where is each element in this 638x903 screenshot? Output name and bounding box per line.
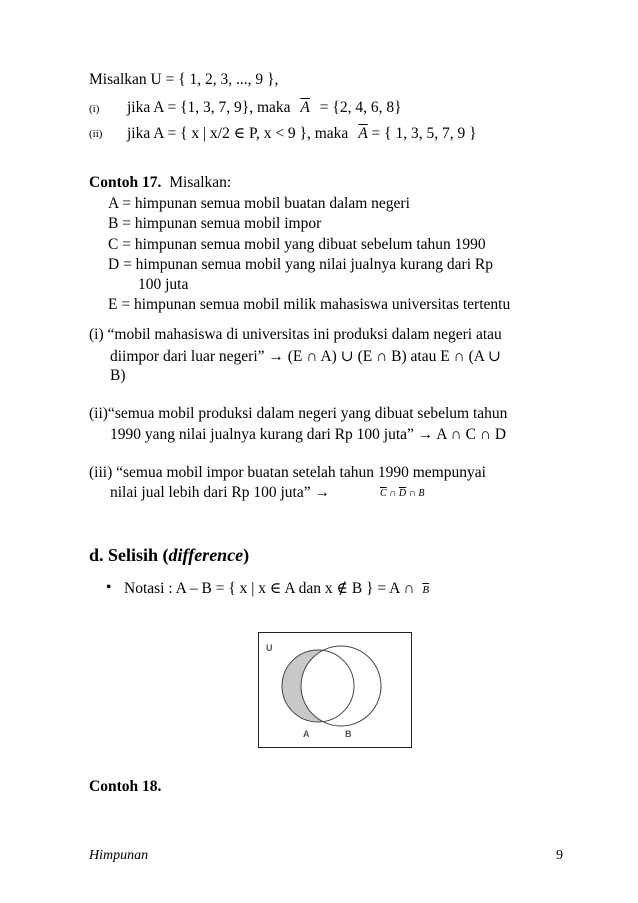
page-number: 9 bbox=[556, 848, 563, 863]
contoh-17-intro: Misalkan: bbox=[169, 174, 232, 191]
contoh-17-line bbox=[89, 174, 231, 192]
question-line: (ii)“semua mobil produksi dalam negeri yang dibuat sebelum tahun bbox=[89, 405, 508, 422]
universe-label: U bbox=[266, 643, 273, 653]
intersection-symbol: ∩ bbox=[389, 488, 397, 499]
complement-var: $\overline{A}$ bbox=[300, 99, 310, 116]
item-text: = {2, 4, 6, 8} bbox=[319, 99, 402, 116]
footer-title: Himpunan bbox=[89, 848, 149, 863]
venn-diagram bbox=[258, 632, 412, 748]
intro-item-2 bbox=[127, 124, 477, 143]
complement-var: $\overline{A}$ bbox=[358, 125, 368, 142]
contoh-18-heading: Contoh 18. bbox=[89, 778, 162, 795]
heading-emphasis: difference bbox=[168, 545, 244, 565]
intro-item-1 bbox=[127, 99, 402, 117]
set-a-label: A bbox=[303, 729, 310, 739]
definition-line: 100 juta bbox=[138, 276, 189, 293]
question-line: (i) “mobil mahasiswa di universitas ini produksi dalam negeri atau bbox=[89, 326, 502, 343]
item-text: jika A = { x | x/2 ∈ P, x < 9 }, maka bbox=[127, 125, 349, 142]
complement-var: $\overline{D}$ bbox=[398, 488, 407, 499]
definition-line: D = himpunan semua mobil yang nilai jualnya kurang dari Rp bbox=[108, 256, 493, 273]
set-b-label: B bbox=[345, 729, 352, 739]
set-var: B bbox=[418, 488, 425, 499]
item-label: (i) bbox=[89, 103, 100, 115]
intersection-symbol: ∩ bbox=[408, 488, 416, 499]
definition-line: A = himpunan semua mobil buatan dalam negeri bbox=[108, 195, 410, 212]
notasi-line bbox=[124, 579, 429, 598]
venn-svg bbox=[259, 633, 411, 747]
item-text: jika A = {1, 3, 7, 9}, maka bbox=[127, 99, 291, 116]
section-heading bbox=[89, 545, 249, 566]
set-expression bbox=[380, 488, 424, 499]
notasi-text: Notasi : A – B = { x | x ∈ A dan x ∉ B } = A ∩ bbox=[124, 580, 415, 597]
definition-line: C = himpunan semua mobil yang dibuat sebelum tahun 1990 bbox=[108, 236, 486, 253]
definition-line: E = himpunan semua mobil milik mahasiswa universitas tertentu bbox=[108, 296, 511, 313]
heading-text: d. Selisih ( bbox=[89, 545, 169, 565]
question-line: (iii) “semua mobil impor buatan setelah tahun 1990 mempunyai bbox=[89, 464, 486, 481]
complement-var: $\overline{B}$ bbox=[422, 584, 430, 596]
heading-text: ) bbox=[243, 545, 250, 565]
question-line: nilai jual lebih dari Rp 100 juta” → bbox=[110, 484, 330, 501]
complement-var: $\overline{C}$ bbox=[380, 488, 387, 499]
definition-line: B = himpunan semua mobil impor bbox=[108, 215, 322, 232]
intro-line: Misalkan U = { 1, 2, 3, ..., 9 }, bbox=[89, 71, 279, 88]
item-label: (ii) bbox=[89, 128, 103, 140]
question-line: 1990 yang nilai jualnya kurang dari Rp 100 juta” → A ∩ C ∩ D bbox=[110, 426, 507, 443]
bullet-icon: • bbox=[106, 579, 112, 596]
question-line: diimpor dari luar negeri” → (E ∩ A) ∪ (E ∩ B) atau E ∩ (A ∪ bbox=[110, 348, 501, 365]
item-text: = { 1, 3, 5, 7, 9 } bbox=[371, 125, 477, 142]
contoh-17-heading: Contoh 17. bbox=[89, 174, 162, 191]
question-line: B) bbox=[110, 367, 126, 384]
